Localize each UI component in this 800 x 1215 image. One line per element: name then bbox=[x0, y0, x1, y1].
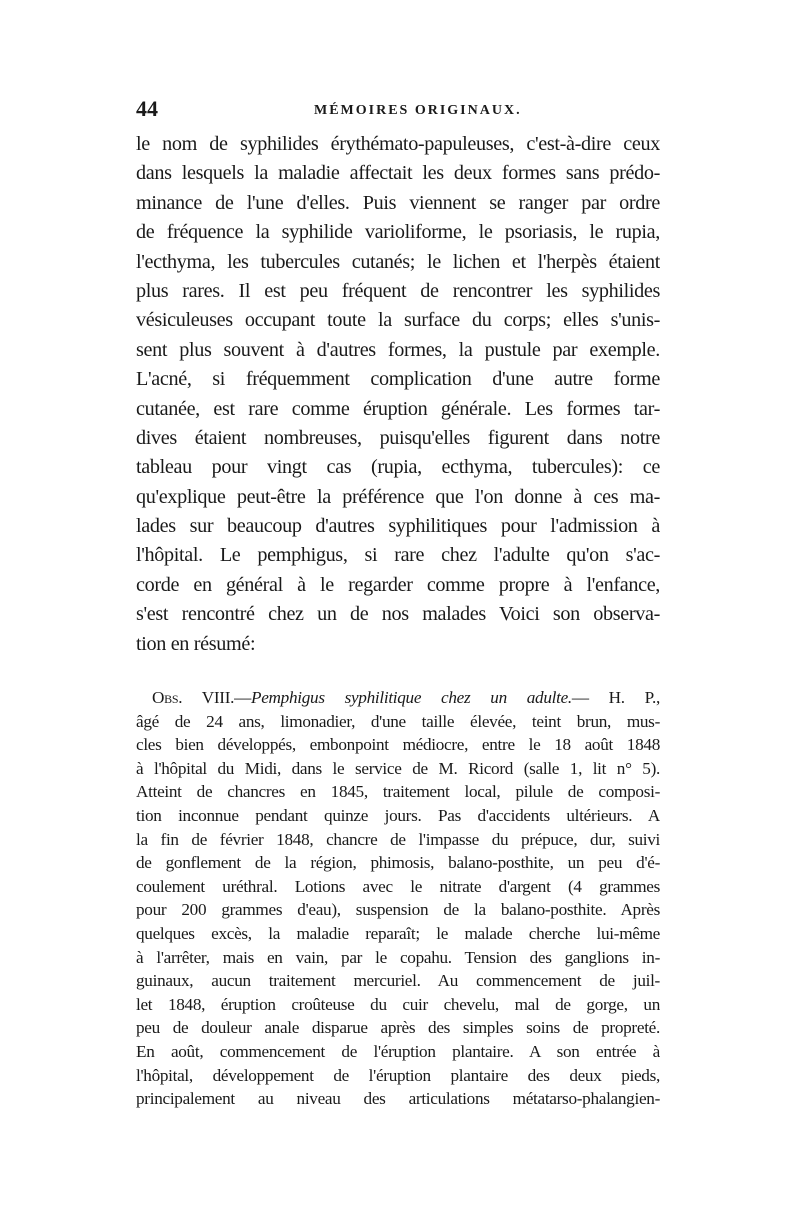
main-paragraph bbox=[136, 130, 660, 659]
text-line: plus rares. Il est peu fréquent de rencontrer les syphilides bbox=[136, 279, 660, 302]
observation-line: guinaux, aucun traitement mercuriel. Au commencement de juil- bbox=[136, 971, 660, 991]
observation-line: let 1848, éruption croûteuse du cuir chevelu, mal de gorge, un bbox=[136, 994, 660, 1014]
observation-line: tion inconnue pendant quinze jours. Pas d'accidents ultérieurs. A bbox=[136, 806, 660, 825]
observation-line: âgé de 24 ans, limonadier, d'une taille élevée, teint brun, mus- bbox=[136, 711, 660, 731]
observation-line: cles bien développés, embonpoint médiocre, entre le 18 août 1848 bbox=[136, 735, 660, 755]
text-line: minance de l'une d'elles. Puis viennent se ranger par ordre bbox=[136, 191, 660, 214]
observation-label: Obs. VIII. bbox=[152, 688, 235, 708]
page-number: 44 bbox=[136, 96, 158, 121]
observation-title: Pemphigus syphilitique chez un adulte. bbox=[251, 688, 572, 708]
observation-section bbox=[136, 686, 660, 1111]
running-head bbox=[136, 96, 660, 124]
observation-line: principalement au niveau des articulations métatarso-phalangien- bbox=[136, 1089, 660, 1109]
text-line: de fréquence la syphilide varioliforme, le psoriasis, le rupia, bbox=[136, 221, 660, 244]
text-line: lades sur beaucoup d'autres syphilitiques pour l'admission à bbox=[136, 515, 660, 538]
text-line: le nom de syphilides érythémato-papuleuses, c'est-à-dire ceux bbox=[136, 133, 660, 155]
text-line: corde en général à le regarder comme propre à l'enfance, bbox=[136, 573, 660, 596]
text-line: s'est rencontré chez un de nos malades Voici son observa- bbox=[136, 603, 660, 626]
text-line: l'ecthyma, les tubercules cutanés; le lichen et l'herpès étaient bbox=[136, 250, 660, 273]
text-line: tableau pour vingt cas (rupia, ecthyma, tubercules): ce bbox=[136, 456, 660, 479]
text-line: vésiculeuses occupant toute la surface du corps; elles s'unis- bbox=[136, 309, 660, 332]
running-title: MÉMOIRES ORIGINAUX. bbox=[314, 103, 522, 118]
observation-patient: — H. P., bbox=[571, 688, 660, 708]
observation-line: Atteint de chancres en 1845, traitement local, pilule de composi- bbox=[136, 782, 660, 802]
observation-line: peu de douleur anale disparue après des simples soins de propreté. bbox=[136, 1018, 660, 1038]
book-page bbox=[136, 96, 660, 1111]
observation-line: à l'hôpital du Midi, dans le service de M. Ricord (salle 1, lit n° 5). bbox=[136, 758, 660, 778]
text-line: qu'explique peut-être la préférence que l'on donne à ces ma- bbox=[136, 485, 660, 508]
text-line: sent plus souvent à d'autres formes, la pustule par exemple. bbox=[136, 338, 660, 361]
observation-line: l'hôpital, développement de l'éruption plantaire des deux pieds, bbox=[136, 1065, 660, 1085]
observation-line: quelques excès, la maladie reparaît; le malade cherche lui-même bbox=[136, 923, 660, 943]
observation-line: En août, commencement de l'éruption plantaire. A son entrée à bbox=[136, 1041, 660, 1061]
observation-line: pour 200 grammes d'eau), suspension de la balano-posthite. Après bbox=[136, 900, 660, 920]
observation-line: à l'arrêter, mais en vain, par le copahu. Tension des ganglions in- bbox=[136, 947, 660, 967]
observation-line: la fin de février 1848, chancre de l'impasse du prépuce, dur, suivi bbox=[136, 829, 660, 849]
observation-line: coulement uréthral. Lotions avec le nitrate d'argent (4 grammes bbox=[136, 876, 660, 896]
text-line: L'acné, si fréquemment complication d'une autre forme bbox=[136, 368, 660, 391]
text-line: dives étaient nombreuses, puisqu'elles figurent dans notre bbox=[136, 426, 660, 449]
text-line: cutanée, est rare comme éruption générale. Les formes tar- bbox=[136, 397, 660, 420]
text-line: dans lesquels la maladie affectait les deux formes sans prédo- bbox=[136, 162, 660, 185]
text-line: l'hôpital. Le pemphigus, si rare chez l'adulte qu'on s'ac- bbox=[136, 544, 660, 567]
observation-dash: — bbox=[234, 688, 252, 708]
observation-line: de gonflement de la région, phimosis, balano-posthite, un peu d'é- bbox=[136, 853, 660, 873]
text-line: tion en résumé: bbox=[136, 632, 256, 655]
observation-heading-line bbox=[136, 686, 660, 710]
